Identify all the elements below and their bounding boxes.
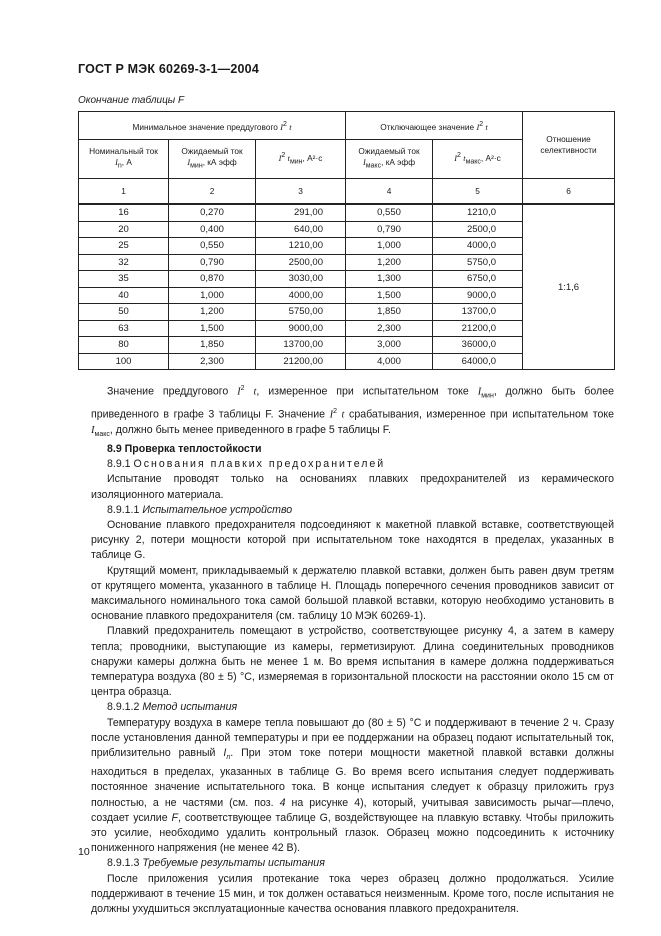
table-cell: 9000,00 xyxy=(256,320,346,337)
table-cell: 1,000 xyxy=(346,238,433,255)
header-expected-current-max: Ожидаемый ток $I_{макс}$, кА эфф xyxy=(346,140,433,179)
table-cell: 36000,0 xyxy=(433,337,523,354)
table-cell: 16 xyxy=(79,204,169,221)
document-header: ГОСТ Р МЭК 60269-3-1—2004 xyxy=(78,62,259,76)
table-cell: 0,550 xyxy=(169,238,256,255)
paragraph: Крутящий момент, прикладываемый к держателю плавкой вставки, должен быть равен двум третям от крутящего момента, указанного в таблице H. Площадь поперечного сечения проводников зависит от максимального номинального тока самой большой плавкой вставки, которую необходимо установить в основание плавкого предохранителя (см. таблицу 10 МЭК 60269-1). xyxy=(91,564,614,623)
table-cell: 5750,00 xyxy=(256,304,346,321)
table-cell: 0,400 xyxy=(169,221,256,238)
table-cell: 291,00 xyxy=(256,204,346,221)
table-cell: 2500,00 xyxy=(256,254,346,271)
paragraph: Основание плавкого предохранителя подсоединяют к макетной плавкой вставке, соответствующей рисунку 2, потери мощности которой при испытательном токе находятся в пределах, указанных в таблице G. xyxy=(91,518,614,562)
paragraph: Испытание проводят только на основаниях плавких предохранителей из керамического изоляционного материала. xyxy=(91,473,614,501)
table-cell: 1,500 xyxy=(346,287,433,304)
table-cell: 1210,0 xyxy=(433,204,523,221)
selectivity-ratio-cell: 1:1,6 xyxy=(523,204,615,370)
page-number: 10 xyxy=(78,846,90,858)
header-expected-current-min: Ожидаемый ток $I_{мин}$, кА эфф xyxy=(169,140,256,179)
table-cell: 1,200 xyxy=(169,304,256,321)
table-cell: 13700,00 xyxy=(256,337,346,354)
table-cell: 5750,0 xyxy=(433,254,523,271)
table-cell: 0,790 xyxy=(346,221,433,238)
table-cell: 0,550 xyxy=(346,204,433,221)
table-cell: 80 xyxy=(79,337,169,354)
section-heading-8-9: 8.9 Проверка теплостойкости xyxy=(107,442,262,455)
table-cell: 3030,00 xyxy=(256,271,346,288)
section-heading-8-9-1-1: 8.9.1.1 Испытательное устройство xyxy=(107,503,293,516)
column-number: 4 xyxy=(346,179,433,205)
table-cell: 64000,0 xyxy=(433,353,523,370)
paragraph: После приложения усилия протекание тока через образец должно продолжаться. Усилие поддерживают в течение 15 мин, и ток должен оставаться неизменным. Кроме того, после испытания не должны ухудшиться эксплуатационные качества основания плавкого предохранителя. xyxy=(91,872,614,916)
table-cell: 2500,0 xyxy=(433,221,523,238)
header-selectivity: Отношение селективности xyxy=(523,112,615,179)
table-cell: 13700,0 xyxy=(433,304,523,321)
table-cell: 6750,0 xyxy=(433,271,523,288)
column-number: 2 xyxy=(169,179,256,205)
body-text xyxy=(91,381,614,917)
table-cell: 25 xyxy=(79,238,169,255)
header-breaking-group: Отключающее значение $I^2$ t xyxy=(346,112,523,140)
table-cell: 640,00 xyxy=(256,221,346,238)
header-preārc-group: Минимальное значение преддугового $I^2$ t xyxy=(79,112,346,140)
paragraph: Температуру воздуха в камере тепла повышают до (80 ± 5) °С и поддерживают в течение 2 ч. Сразу после установления данной температуры и при ее поддержании на образец подают испытательный ток, приблизительно равный $I_n$. При этом токе потери мощности макетной плавкой вставки должны находиться в пределах, указанных в таблице G. Во время всего испытания следует поддерживать постоянное значение испытательного тока. В конце испытания следует к образцу приложить груз полностью, а не частями (см. поз. 4 на рисунке 4), который, учитывая зависимость рычаг—плечо, создает усилие F, соответствующее таблице G, воздействующее на плавкую вставку. Чтобы приложить это усилие, необходимо удалить контрольный глазок. Образец можно подсоединить к источнику пониженного напряжения (не менее 42 В). xyxy=(91,716,615,855)
table-cell: 0,870 xyxy=(169,271,256,288)
table-cell: 1,850 xyxy=(346,304,433,321)
table-cell: 1210,00 xyxy=(256,238,346,255)
section-heading-8-9-1-2: 8.9.1.2 Метод испытания xyxy=(107,701,238,714)
table-cell: 1,850 xyxy=(169,337,256,354)
table-cell: 4000,00 xyxy=(256,287,346,304)
table-cell: 21200,0 xyxy=(433,320,523,337)
column-number: 5 xyxy=(433,179,523,205)
paragraph: Значение преддугового $I^2$ t, измеренное при испытательном токе $I_{мин}$, должно быть более приведенного в графе 3 таблицы F. Значение $I^2$ t срабатывания, измеренное при испытательном токе $I_{макс}$, должно быть менее приведенного в графе 5 таблицы F. xyxy=(91,385,614,438)
paragraph: Плавкий предохранитель помещают в устройство, соответствующее рисунку 4, а затем в камеру тепла; проводники, выступающие из камеры, герметизируют. Длина соединительных проводников снаружи камеры должна быть не менее 1 м. Во время испытания в камере должна поддерживаться температура воздуха (80 ± 5) °С, измеряемая в горизонтальной плоскости на расстоянии около 15 см от центра образца. xyxy=(91,625,614,699)
table-f xyxy=(78,111,615,370)
table-cell: 0,790 xyxy=(169,254,256,271)
table-cell: 21200,00 xyxy=(256,353,346,370)
header-rated-current: Номинальный ток $I_n$, А xyxy=(79,140,169,179)
table-cell: 100 xyxy=(79,353,169,370)
table-cell: 32 xyxy=(79,254,169,271)
table-cell: 40 xyxy=(79,287,169,304)
table-cell: 4,000 xyxy=(346,353,433,370)
table-caption: Окончание таблицы F xyxy=(78,95,185,106)
table-cell: 35 xyxy=(79,271,169,288)
table-cell: 20 xyxy=(79,221,169,238)
table-cell: 4000,0 xyxy=(433,238,523,255)
table-cell: 1,200 xyxy=(346,254,433,271)
column-number: 3 xyxy=(256,179,346,205)
column-number: 1 xyxy=(79,179,169,205)
table-cell: 1,000 xyxy=(169,287,256,304)
table-cell: 9000,0 xyxy=(433,287,523,304)
table-body xyxy=(79,204,615,370)
section-heading-8-9-1: 8.9.1 Основания плавких предохранителей xyxy=(107,458,386,471)
table-cell: 2,300 xyxy=(346,320,433,337)
header-i2t-max: $I^2$ $t_{макс}$, А²·с xyxy=(433,140,523,179)
section-heading-8-9-1-3: 8.9.1.3 Требуемые результаты испытания xyxy=(107,857,325,870)
table-cell: 1,300 xyxy=(346,271,433,288)
table-row xyxy=(79,204,615,221)
table-cell: 50 xyxy=(79,304,169,321)
header-i2t-min: $I^2$ $t_{мин}$, А²·с xyxy=(256,140,346,179)
table-cell: 63 xyxy=(79,320,169,337)
table-cell: 1,500 xyxy=(169,320,256,337)
column-number: 6 xyxy=(523,179,615,205)
table-cell: 2,300 xyxy=(169,353,256,370)
table-cell: 0,270 xyxy=(169,204,256,221)
table-cell: 3,000 xyxy=(346,337,433,354)
